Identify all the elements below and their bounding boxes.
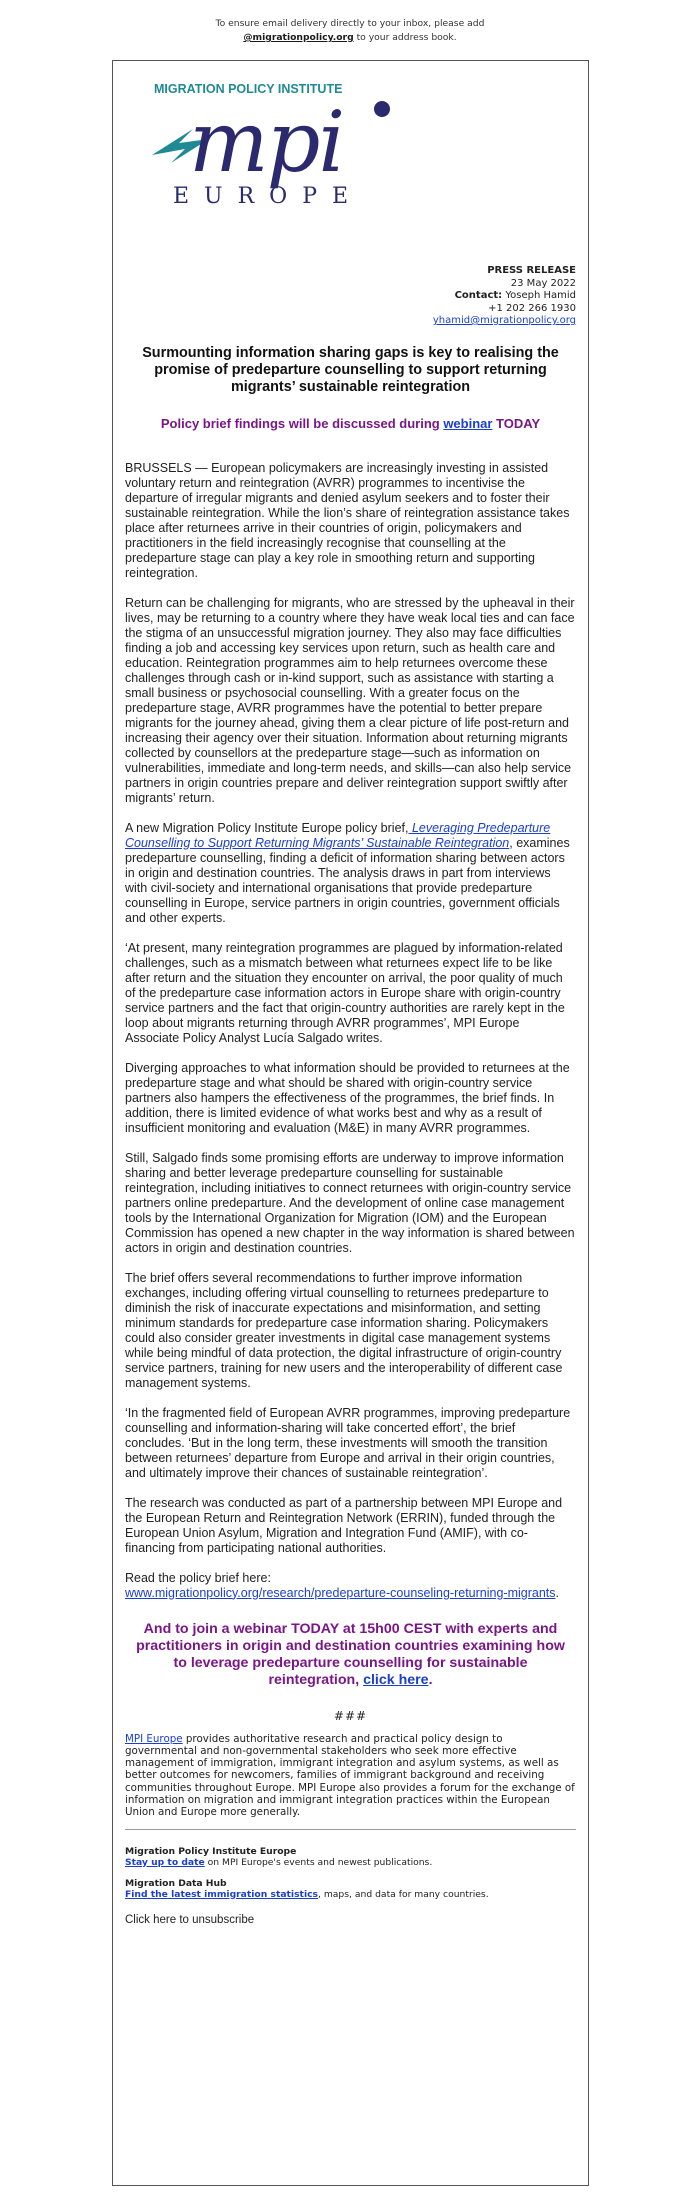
contact-name: Yoseph Hamid — [502, 290, 576, 301]
press-release-block — [125, 265, 576, 328]
immigration-statistics-link[interactable]: Find the latest immigration statistics — [125, 1888, 319, 1900]
mpi-europe-link[interactable]: MPI Europe — [125, 1732, 183, 1745]
paragraph-4: ‘At present, many reintegration programmes are plagued by information-related challenges, such as a mismatch between what returnees expect life to be like after return and the situation they encounter on arrival, the poor quality of much of the predeparture case information actors in Europe share with origin-country service partners and the fact that origin-country authorities are rarely kept in the loop about migrants returning through AVRR programmes’, MPI Europe Associate Policy Analyst Lucía Salgado writes. — [125, 940, 565, 1045]
footer-title-2: Migration Data Hub — [125, 1877, 227, 1889]
paragraph-5: Diverging approaches to what information should be provided to returnees at the predeparture stage and what should be shared with origin-country service partners also hampers the effectiveness of the programmes, the brief finds. In addition, there is limited evidence of what works best and why as a result of insufficient monitoring and evaluation (M&E) in many AVRR programmes. — [125, 1060, 570, 1135]
footer-data-hub — [125, 1878, 576, 1900]
headline: Surmounting information sharing gaps is key to realising the promise of predeparture counselling to support returning migrants’ sustainable reintegration — [142, 344, 559, 395]
press-email-link[interactable]: yhamid@migrationpolicy.org — [432, 315, 576, 326]
p10-after: . — [555, 1585, 560, 1600]
divider — [125, 1829, 576, 1830]
preheader-line2 — [0, 31, 700, 45]
email-frame — [112, 60, 589, 2186]
paragraph-9: The research was conducted as part of a partnership between MPI Europe and the European Return and Reintegration Network (ERRIN), funded through the European Union Asylum, Migration and Integration Fund (AMIF), with co-financing from participating national authorities. — [125, 1495, 563, 1555]
subhead — [125, 416, 576, 431]
paragraph-2: Return can be challenging for migrants, who are stressed by the upheaval in their lives, may be returning to a country where they have weak local ties and can face the stigma of an unsuccessful migration journey. They also may face difficulties finding a job and accessing key services upon return, such as health care and education. Reintegration programmes aim to help returnees overcome these challenges through cash or in-kind support, such as assistance with starting a small business or psychosocial counselling. With a greater focus on the predeparture stage, AVRR programmes have the potential to better prepare migrants for the journey ahead, giving them a clear picture of life post-return and increasing their agency over their situation. Information about returning migrants collected by counsellors at the predeparture stage—such as information on vulnerabilities, immediate and long-term needs, and skills—can also help service partners in origin countries prepare and deliver reintegration support swiftly after migrants’ return. — [125, 595, 575, 805]
paragraph-1: BRUSSELS — European policymakers are increasingly investing in assisted voluntary return and reintegration (AVRR) programmes to incentivise the departure of irregular migrants and denied asylum seekers and to foster their sustainable reintegration. While the lion’s share of reintegration assistance takes place after returnees arrive in their countries of origin, policymakers and practitioners in the field increasingly recognise that counselling at the predeparture stage can play a key role in smoothing return and supporting reintegration. — [125, 460, 570, 580]
about-mpi-europe — [125, 1733, 576, 1819]
about-text: provides authoritative research and practical policy design to governmental and non-governmental stakeholders who seek more effective management of immigration, immigrant integration and asylum systems, as well as better outcomes for newcomers, families of immigrant background and receiving communities throughout Europe. MPI Europe also provides a forum for the exchange of information on migration and immigrant integration practices within the European Union and Europe more generally. — [125, 1732, 575, 1819]
cta-click-here-link[interactable]: click here — [363, 1671, 429, 1688]
cta-after: . — [428, 1671, 433, 1688]
paragraph-8: ‘In the fragmented field of European AVRR programmes, improving predeparture counselling and information-sharing will take concerted effort’, the brief concludes. ‘But in the long term, these investments will smooth the transition between returnees’ departure from Europe and arrival in their origin countries, and ultimately improve their chances of sustainable reintegration’. — [125, 1405, 571, 1480]
press-label: PRESS RELEASE — [487, 265, 576, 276]
logo-graphic — [149, 79, 409, 209]
press-contact — [125, 290, 576, 303]
p10-label: Read the policy brief here: — [125, 1570, 271, 1585]
preheader — [0, 0, 700, 43]
footer-text-2: , maps, and data for many countries. — [318, 1888, 489, 1900]
webinar-cta — [131, 1621, 570, 1689]
press-phone: +1 202 266 1930 — [488, 302, 576, 314]
paragraph-6: Still, Salgado finds some promising efforts are underway to improve information sharing and better leverage predeparture counselling for sustainable reintegration, including initiatives to connect returnees with origin-country service partners online predeparture. And the development of online case management tools by the International Organization for Migration (IOM) and the European Commission has opened a new chapter in the way information is shared between actors in origin and destination countries. — [125, 1150, 575, 1255]
footer-title-1: Migration Policy Institute Europe — [125, 1845, 297, 1857]
contact-label: Contact: — [454, 290, 503, 301]
logo-mpi-text: mpi — [189, 93, 344, 191]
webinar-link[interactable]: webinar — [443, 415, 493, 431]
paragraph-10 — [125, 1571, 576, 1601]
cta-text: And to join a webinar TODAY at 15h00 CEST with experts and practitioners in origin and destination countries examining how to leverage predeparture counselling for sustainable reintegration, — [136, 1620, 565, 1688]
p3-after: , examines predeparture counselling, finding a deficit of information sharing between actors in origin and destination countries. The analysis draws in part from interviews with civil-society and international organisations that provide predeparture counselling in Europe, service partners in origin countries, government officials and other experts. — [125, 835, 570, 925]
unsubscribe-link[interactable]: Click here to unsubscribe — [125, 1913, 255, 1926]
footer-mpi-europe — [125, 1846, 576, 1868]
preheader-line1: To ensure email delivery directly to your inbox, please add — [215, 18, 485, 29]
footer-text-1: on MPI Europe's events and newest publications. — [204, 1856, 433, 1868]
logo-dot-icon — [374, 101, 390, 117]
press-date: 23 May 2022 — [510, 277, 576, 289]
logo-bottom-text: EUROPE — [173, 184, 364, 209]
subhead-after: TODAY — [492, 415, 541, 431]
policy-brief-link[interactable]: Leveraging Predeparture Counselling to Support Returning Migrants’ Sustainable Reintegration — [125, 820, 551, 850]
mpi-europe-logo — [125, 61, 576, 211]
preheader-email-link[interactable]: @migrationpolicy.org — [243, 32, 354, 43]
logo-top-text: MIGRATION POLICY INSTITUTE — [154, 82, 343, 96]
subhead-before: Policy brief findings will be discussed during — [160, 415, 444, 431]
policy-brief-url-link[interactable]: www.migrationpolicy.org/research/predeparture-counseling-returning-migrants — [125, 1585, 556, 1600]
article-body — [125, 461, 576, 1601]
stay-up-to-date-link[interactable]: Stay up to date — [125, 1856, 205, 1868]
preheader-suffix: to your address book. — [353, 32, 457, 43]
p3-before: A new Migration Policy Institute Europe policy brief, — [125, 820, 409, 835]
section-separator: ### — [333, 1708, 368, 1723]
paragraph-7: The brief offers several recommendations to further improve information exchanges, including offering virtual counselling to returnees predeparture to diminish the risk of inaccurate expectations and misinformation, and setting minimum standards for predeparture case information sharing. Policymakers could also consider greater investments in digital case management systems while being mindful of data protection, the digital infrastructure of origin-country service partners, training for new users and the interoperability of different case management systems. — [125, 1270, 563, 1390]
paragraph-3 — [125, 821, 576, 926]
